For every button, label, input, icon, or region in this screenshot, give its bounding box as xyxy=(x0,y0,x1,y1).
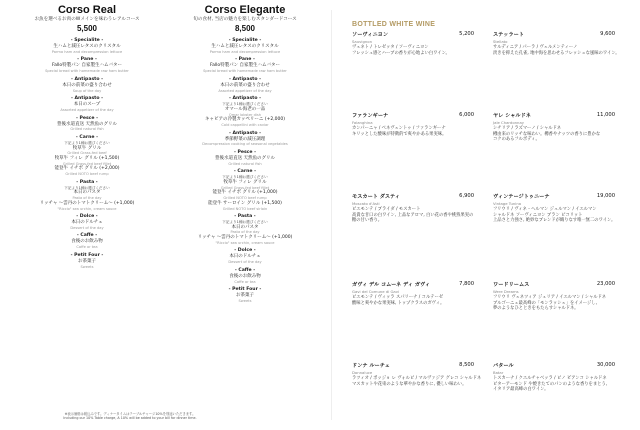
course-title: Corso Real xyxy=(57,4,117,16)
section-header: - Specialite - xyxy=(228,38,262,43)
section-header: - Dolce - xyxy=(76,214,98,220)
menu-section xyxy=(170,248,320,264)
menu-section xyxy=(170,77,320,93)
wine-price: 23,000 xyxy=(596,281,615,287)
wine-price: 30,000 xyxy=(596,362,615,368)
wine-name: ヴィンテージトゥニーナ xyxy=(493,194,550,200)
menu-section xyxy=(170,38,320,54)
menu-section xyxy=(170,150,320,166)
wine-header xyxy=(493,31,615,39)
wine-english-name: Donnaluce xyxy=(352,370,373,375)
dish-english: Sweets xyxy=(238,299,252,304)
dish-name: Fallo特製パン 自家製生ハムバター xyxy=(209,63,281,69)
dish-name: 能登牛 イチボ グリル (+1,000) xyxy=(212,190,278,196)
wine-item xyxy=(493,193,615,224)
dish-name: 本日のスープ xyxy=(73,102,101,108)
dish-english: Assorted appetizer of the day xyxy=(60,107,114,112)
wine-description: ピエモンテ / ヴィッラ スパリーナ / コルテーゼ xyxy=(352,295,444,300)
wine-price: 7,800 xyxy=(459,281,474,287)
dish-english: Soup of the day xyxy=(72,88,102,93)
section-header: - Caffe - xyxy=(76,233,98,239)
wine-header xyxy=(352,193,474,201)
dish-english: Caffe or tea xyxy=(76,245,98,250)
wine-description: シャルドネ ソーヴィニヨン ブラン ピコリット xyxy=(493,212,583,218)
menu-section xyxy=(170,131,320,147)
wine-name: ワードリームス xyxy=(493,282,530,288)
dish-english: Decompression cooking of seasonal vegetables xyxy=(202,142,288,147)
dish-english: Grilled Grass-fed beef xyxy=(67,151,107,156)
dish-english: Grilled Grass-fed beef fillet xyxy=(220,185,270,190)
section-header: - Pesce - xyxy=(233,149,257,155)
section-header: - Pane - xyxy=(77,57,97,63)
dish-name: 豊後水道直送 天然魚のグリル xyxy=(57,121,117,127)
wine-english-name: Falanghina xyxy=(352,120,373,125)
wine-name: ドンナ ルーチェ xyxy=(352,363,390,369)
dish-name: キャビアの冷製カッペリーニ (+2,000) xyxy=(204,117,286,123)
menu-section xyxy=(170,57,320,73)
dish-english: Grilled NOTO beef rump xyxy=(223,196,267,201)
dish-english: Grilled Grass-fed beef fillet xyxy=(62,161,112,166)
wine-description: カンパーニャ / ベネヴェントゥ / ファランギーナ xyxy=(352,126,446,131)
wine-description: 夢のようなひとときをもたらすシャルドネ。 xyxy=(493,306,579,312)
section-header: - Carne - xyxy=(233,169,257,175)
dish-english: Grilled NOTO beef sirloin xyxy=(222,206,268,211)
dish-name: 牧草牛 グリル xyxy=(72,145,102,151)
menu-section xyxy=(12,135,162,177)
menu-section xyxy=(12,180,162,211)
wine-header xyxy=(493,362,615,370)
wine-item xyxy=(493,362,615,393)
wine-english-name: Gavi del Comune di Gavi xyxy=(352,289,400,294)
wine-description: キリッとした酸味が特徴的で爽やかある果実味。 xyxy=(352,131,447,137)
dish-name: 牧草牛 フィレ グリル xyxy=(223,179,267,185)
wine-header xyxy=(493,112,615,120)
dish-english: Special bread with homemade raw ham butter xyxy=(203,69,287,74)
dish-name: 本日のドルチェ xyxy=(229,254,261,260)
wine-description: ピエモンテ / ブライダ / モスカート xyxy=(352,207,421,212)
choice-note: 下記より1種お選びください xyxy=(222,102,268,107)
section-header: - Pasta - xyxy=(76,179,98,185)
menu-section xyxy=(12,253,162,269)
wine-item xyxy=(352,112,474,137)
wine-price: 5,200 xyxy=(459,31,474,37)
wine-english-name: Vintage Tunina xyxy=(493,201,522,206)
section-header: - Pesce - xyxy=(75,115,99,121)
wine-header xyxy=(352,281,474,289)
dish-english: Parma ham and decompression lettuce xyxy=(51,49,123,54)
wine-name: ヤレ シャルドネ xyxy=(493,113,531,119)
wine-header xyxy=(352,31,474,39)
wine-description: 高貴な甘口の白ワイン, 上品なアロマ, 白い花の香や桃熟果実の xyxy=(352,212,474,218)
dish-english: Pasta of the day xyxy=(230,230,260,235)
wine-english-name: Jale Chardonnay xyxy=(493,120,525,125)
course-elegante-column xyxy=(170,4,320,307)
menu-section xyxy=(170,287,320,303)
wine-description: サルディニア / パーラ / ヴェルメンティーノ xyxy=(493,45,578,50)
dish-name: 本日の前菜の盛り合わせ xyxy=(220,82,270,88)
wine-description: イタリア最高峰の白ワイン。 xyxy=(493,387,549,393)
section-header: - Pane - xyxy=(235,57,255,63)
menu-section xyxy=(170,268,320,284)
dish-english: Dessert of the day xyxy=(228,260,262,265)
wine-price: 6,900 xyxy=(459,193,474,199)
wine-name: ファランギーナ xyxy=(352,113,389,119)
dish-name: リッチャ 〜雲丹のトマトクリーム〜 (+1,000) xyxy=(39,200,135,206)
dish-english: Caffe or tea xyxy=(234,279,256,284)
wine-name: モスカート ダスティ xyxy=(352,194,400,200)
dish-name: 本日のドルチェ xyxy=(71,220,103,226)
choice-note: 下記より1種お選びください xyxy=(64,185,110,190)
dish-english: Omar lobster dish xyxy=(228,112,262,117)
dish-english: "Riccio" sea urchin, cream sauce xyxy=(57,206,117,211)
menu-section xyxy=(12,233,162,249)
wine-description: ピターアーモンド や焼きたてのパンのような香りをまとう, xyxy=(493,381,608,387)
wine-english-name: Moscato d'Asti xyxy=(352,201,380,206)
wine-header xyxy=(352,112,474,120)
section-header: - Antipasto - xyxy=(70,96,104,102)
choice-note: 下記より1種お選びください xyxy=(222,220,268,225)
course-title: Corso Elegante xyxy=(204,4,286,16)
wine-list-title: BOTTLED WHITE WINE xyxy=(352,21,436,28)
dish-name: 生ハムと減圧レタスのクリスタル xyxy=(211,44,279,49)
dish-name: オマール海老の一品 xyxy=(224,106,266,112)
menu-section xyxy=(170,169,320,211)
dish-english: Dessert of the day xyxy=(70,225,104,230)
price-footnote xyxy=(60,412,200,420)
dish-english: Special bread with homemade raw ham butter xyxy=(45,69,129,74)
wine-description: フレッシュ感とハーブの香りが心地よい白ワイン。 xyxy=(352,50,450,56)
course-price: 5,500 xyxy=(76,24,98,33)
menu-section xyxy=(12,57,162,73)
wine-description: 樽由来のリッチな味わい。樽香やナッツの香りに豊かな xyxy=(493,131,601,137)
dish-english: Cold cappellini with caviar xyxy=(221,122,269,127)
dish-name: 本日のパスタ xyxy=(231,224,259,230)
wine-english-name: Stellato xyxy=(493,39,508,44)
wine-description: 酸味と爽やかな果実味, トップクラスのガヴィ。 xyxy=(352,300,445,306)
section-header: - Antipasto - xyxy=(228,76,262,82)
course-subtitle: 旬の食材, 当店の魅力を楽しむスタンダードコース xyxy=(193,17,297,22)
dish-english: "Riccio" sea urchin, cream sauce xyxy=(215,240,275,245)
dish-name: 豊後水道直送 天然魚のグリル xyxy=(215,155,275,161)
menu-section xyxy=(12,96,162,112)
section-header: - Antipasto - xyxy=(70,76,104,82)
choice-note: 下記より1種お選びください xyxy=(222,175,268,180)
wine-item xyxy=(493,31,620,56)
dish-name: 食後のお飲み物 xyxy=(229,273,261,279)
wine-header xyxy=(352,362,474,370)
page-divider xyxy=(331,10,332,420)
dish-english: Sweets xyxy=(80,264,94,269)
wine-name: ステッラート xyxy=(493,32,525,38)
dish-name: リッチャ 〜雲丹のトマトクリーム〜 (+1,000) xyxy=(197,235,293,241)
dish-name: 食後のお飲み物 xyxy=(71,239,103,245)
menu-section xyxy=(170,214,320,245)
course-price: 8,500 xyxy=(234,24,256,33)
wine-description: フリウリ ヴェネツィア ジュリア / イエルマン / シャルドネ xyxy=(493,295,607,300)
course-subtitle: お魚を選べるお肉のWメインを味わうレアルコース xyxy=(34,17,140,22)
choice-note: 下記より1種お選びください xyxy=(64,140,110,145)
dish-english: Grilled natural fish xyxy=(70,127,104,132)
course-real-column xyxy=(12,4,162,272)
dish-name: 本日のパスタ xyxy=(73,190,101,196)
wine-price: 19,000 xyxy=(596,193,615,199)
section-header: - Petit Four - xyxy=(228,287,262,293)
dish-name: 牧草牛 フィレ グリル (+1,500) xyxy=(54,155,120,161)
wine-description: ブルゴーニュ最高峰の「モンラッシェ」をイメージし, xyxy=(493,300,598,306)
wine-name: バタール xyxy=(493,363,514,369)
dish-english: Assorted appetizer of the day xyxy=(218,88,272,93)
dish-english: Parma ham and decompression lettuce xyxy=(209,49,281,54)
footnote-japanese: ※表示価格は税込みです。ディナータイムはテーブルチャージ10%を別途いただきます。 xyxy=(64,412,196,416)
wine-header xyxy=(493,281,615,289)
dish-english: Pasta of the day xyxy=(72,196,102,201)
dish-english: Grilled natural fish xyxy=(228,161,262,166)
wine-description: 上品さと力強さ, 絶妙なブレンドが織りなす唯一無二のワイン。 xyxy=(493,218,616,224)
wine-description: 淡きを抑えた孔雀, 地中海を思わせるフレッシュな風味のワイン。 xyxy=(493,50,620,56)
dish-name: お茶菓子 xyxy=(236,293,254,299)
section-header: - Specialite - xyxy=(70,38,104,43)
dish-name: 生ハムと減圧レタスのクリスタル xyxy=(53,44,121,49)
dish-name: Fallo特製パン 自家製生ハムバター xyxy=(51,63,123,69)
dish-name: 能登牛 イチボ グリル (+2,000) xyxy=(54,166,120,172)
wine-description: ラツィオ / ポッジョ レ ヴォルピ / マルヴァジア グレコ シャルドネ xyxy=(352,376,482,381)
wine-description: ヴェネト / トレゼッタ / ソーヴィニヨン xyxy=(352,45,429,50)
wine-price: 9,600 xyxy=(600,31,615,37)
wine-name: ガヴィ デル コムーネ ディ ガヴィ xyxy=(352,282,431,288)
menu-section xyxy=(170,96,320,127)
wine-item xyxy=(352,31,474,56)
wine-item xyxy=(352,281,474,306)
wine-description: シチリア / ラズマーノ / シャルドネ xyxy=(493,126,562,131)
section-header: - Petit Four - xyxy=(70,252,104,258)
wine-description: コクのあるフルボディ。 xyxy=(493,137,540,143)
wine-name: ソーヴィニヨン xyxy=(352,32,389,38)
dish-name: 季節野菜の減圧調理 xyxy=(224,136,266,142)
wine-price: 8,500 xyxy=(459,362,474,368)
menu-section xyxy=(12,214,162,230)
menu-section xyxy=(12,77,162,93)
section-header: - Pasta - xyxy=(234,214,256,220)
menu-section xyxy=(12,38,162,54)
wine-price: 11,000 xyxy=(596,112,615,118)
dish-name: 本日の前菜の盛り合わせ xyxy=(62,82,112,88)
wine-header xyxy=(493,193,615,201)
wine-description: トスカーナ / クエルチャベッラ / ピノ ビアンコ シャルドネ xyxy=(493,376,607,381)
wine-description: フリウリ / ヴィネ・ヘルマン ジェルマン / イエルマン xyxy=(493,207,597,212)
section-header: - Antipasto - xyxy=(228,96,262,102)
wine-item xyxy=(352,362,482,387)
section-header: - Caffe - xyxy=(234,267,256,273)
menu-section xyxy=(12,116,162,132)
wine-price: 6,000 xyxy=(459,112,474,118)
dish-name: お茶菓子 xyxy=(78,258,96,264)
section-header: - Carne - xyxy=(75,134,99,140)
wine-english-name: Were Dreams xyxy=(493,289,519,294)
dish-name: 能登牛 サーロイン グリル (+1,500) xyxy=(208,200,282,206)
wine-description: マスカットや花束のような華やかな香りに, 優しい味わい。 xyxy=(352,381,467,387)
wine-description: 糖の甘い香り。 xyxy=(352,218,383,224)
wine-english-name: Sauvignon xyxy=(352,39,372,44)
wine-item xyxy=(493,112,615,143)
section-header: - Antipasto - xyxy=(228,130,262,136)
dish-english: Grilled NOTO beef rump xyxy=(65,172,109,177)
footnote-english: Including our 10% Table charge, A 10% will be added to your bill for dinner time. xyxy=(63,416,197,421)
wine-item xyxy=(352,193,474,224)
section-header: - Dolce - xyxy=(234,248,256,254)
wine-english-name: Batar xyxy=(493,370,504,375)
wine-item xyxy=(493,281,615,312)
